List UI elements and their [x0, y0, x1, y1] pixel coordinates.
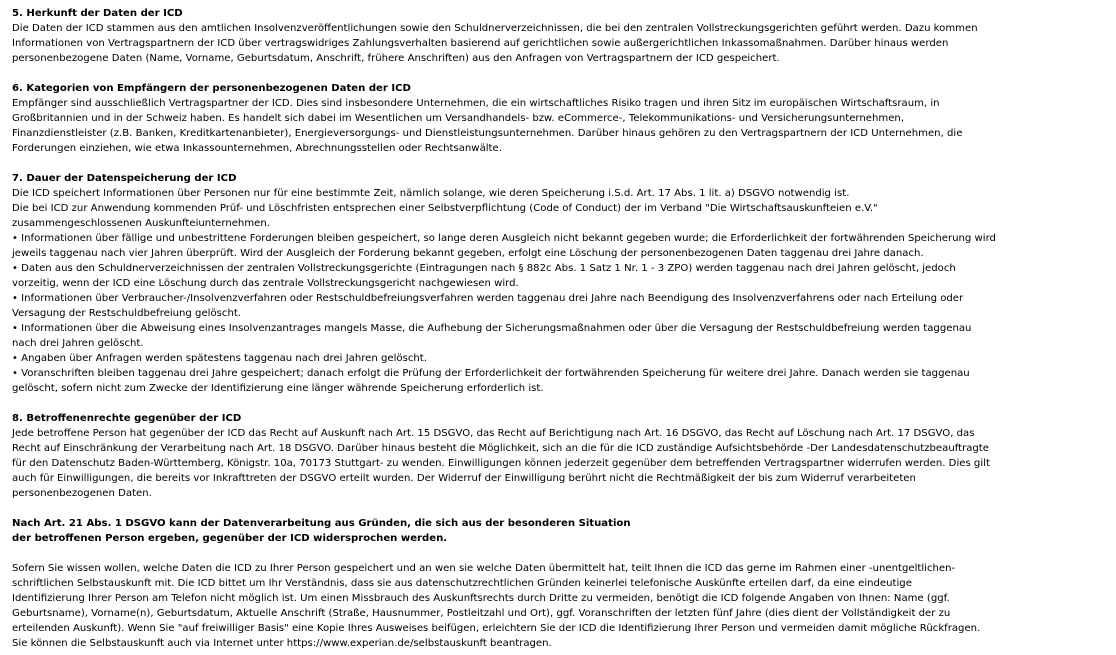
- section-body: [12, 96, 1102, 156]
- section-data-subject-rights: [12, 411, 1102, 501]
- text-line: vorzeitig, wenn der ICD eine Löschung durch das zentrale Vollstreckungsgericht nachgewiesen wird.: [12, 278, 519, 289]
- text-line: der betroffenen Person ergeben, gegenüber der ICD widersprochen werden.: [12, 533, 448, 544]
- section-recipient-categories: [12, 81, 1102, 156]
- bullet-line: • Informationen über die Abweisung eines Insolvenzantrages mangels Masse, die Aufhebung der Sicherungsmaßnahmen oder über die Versagung der Restschuldbefreiung werden taggenau: [12, 323, 972, 334]
- section-body: [12, 426, 1102, 501]
- text-line: zusammengeschlossenen Auskunfteiunternehmen.: [12, 218, 270, 229]
- text-line: schriftlichen Selbstauskunft mit. Die ICD bittet um Ihr Verständnis, dass sie aus datenschutzrechtlichen Gründen keinerlei telefonische Auskünfte erteilen darf, da eine eindeutige: [12, 578, 912, 589]
- text-line: Die bei ICD zur Anwendung kommenden Prüf- und Löschfristen entsprechen einer Selbstverpflichtung (Code of Conduct) der im Verband "Die Wirtschaftsauskunfteien e.V.": [12, 203, 878, 214]
- text-line: Nach Art. 21 Abs. 1 DSGVO kann der Datenverarbeitung aus Gründen, die sich aus der besonderen Situation: [12, 518, 631, 529]
- text-line: Informationen von Vertragspartnern der ICD über vertragswidriges Zahlungsverhalten basierend auf gerichtlichen sowie außergerichtlichen Inkassomaßnahmen. Darüber hinaus werden: [12, 38, 949, 49]
- bullet-line: • Informationen über Verbraucher-/Insolvenzverfahren oder Restschuldbefreiungsverfahren werden taggenau drei Jahre nach Beendigung des Insolvenzverfahrens oder nach Erteilung oder: [12, 293, 964, 304]
- text-line: für den Datenschutz Baden-Württemberg, Königstr. 10a, 70173 Stuttgart- zu wenden. Einwilligungen können jederzeit gegenüber dem betreffenden Vertragspartner widerrufen werden. Dies gilt: [12, 458, 990, 469]
- text-line: Empfänger sind ausschließlich Vertragspartner der ICD. Dies sind insbesondere Unternehmen, die ein wirtschaftliches Risiko tragen und ihren Sitz im europäischen Wirtschaftsraum, in: [12, 98, 940, 109]
- objection-notice: [12, 516, 1102, 546]
- closing-body: [12, 561, 1102, 651]
- text-line: Finanzdienstleister (z.B. Banken, Kreditkartenanbieter), Energieversorgungs- und Dienstleistungsunternehmen. Darüber hinaus gehören zu den Vertragspartnern der ICD Unternehmen, die: [12, 128, 963, 139]
- text-line: Die ICD speichert Informationen über Personen nur für eine bestimmte Zeit, nämlich solange, wie deren Speicherung i.S.d. Art. 17 Abs. 1 lit. a) DSGVO notwendig ist.: [12, 188, 850, 199]
- text-line: Geburtsname), Vorname(n), Geburtsdatum, Aktuelle Anschrift (Straße, Hausnummer, Postleitzahl und Ort), ggf. Voranschriften der letzten fünf Jahre (dies dient der Vollständigkeit der zu: [12, 608, 951, 619]
- bullet-line: • Informationen über fällige und unbestrittene Forderungen bleiben gespeichert, so lange deren Ausgleich nicht bekannt gegeben wurde; die Erforderlichkeit der fortwährenden Speicherung wird: [12, 233, 996, 244]
- bullet-line: • Voranschriften bleiben taggenau drei Jahre gespeichert; danach erfolgt die Prüfung der Erforderlichkeit der fortwährenden Speicherung für weitere drei Jahre. Danach werden sie taggenau: [12, 368, 970, 379]
- text-line: jeweils taggenau nach vier Jahren überprüft. Wird der Ausgleich der Forderung bekannt gegeben, erfolgt eine Löschung der personenbezogenen Daten taggenau drei Jahre danach.: [12, 248, 924, 259]
- section-body: [12, 21, 1102, 66]
- self-disclosure-paragraph: [12, 561, 1102, 651]
- bullet-line: • Angaben über Anfragen werden spätestens taggenau nach drei Jahren gelöscht.: [12, 353, 427, 364]
- text-line: Großbritannien und in der Schweiz haben. Es handelt sich dabei im Wesentlichen um Versandhandels- bzw. eCommerce-, Telekommunikations- und Versicherungsunternehmen,: [12, 113, 905, 124]
- text-line: Jede betroffene Person hat gegenüber der ICD das Recht auf Auskunft nach Art. 15 DSGVO, das Recht auf Berichtigung nach Art. 16 DSGVO, das Recht auf Löschung nach Art. 17 DSGVO, das: [12, 428, 975, 439]
- section-origin-of-data: [12, 6, 1102, 66]
- text-line: Sie können die Selbstauskunft auch via Internet unter https://www.experian.de/selbstauskunft beantragen.: [12, 638, 552, 649]
- text-line: Identifizierung Ihrer Person am Telefon nicht möglich ist. Um einen Missbrauch des Auskunftsrechts durch Dritte zu vermeiden, benötigt die ICD folgende Angaben von Ihnen: Name (ggf.: [12, 593, 950, 604]
- section-heading: 8. Betroffenenrechte gegenüber der ICD: [12, 413, 242, 424]
- text-line: personenbezogenen Daten.: [12, 488, 152, 499]
- section-body: [12, 186, 1102, 396]
- text-line: Die Daten der ICD stammen aus den amtlichen Insolvenzveröffentlichungen sowie den Schuldnerverzeichnissen, die bei den zentralen Vollstreckungsgerichten geführt werden. Dazu kommen: [12, 23, 978, 34]
- text-line: erteilenden Auskunft). Wenn Sie "auf freiwilliger Basis" eine Kopie Ihres Ausweises beifügen, erleichtern Sie der ICD die Identifizierung Ihrer Person und vermeiden damit mögliche Rückfragen.: [12, 623, 981, 634]
- section-heading: 7. Dauer der Datenspeicherung der ICD: [12, 173, 237, 184]
- text-line: gelöscht, sofern nicht zum Zwecke der Identifizierung eine länger währende Speicherung erforderlich ist.: [12, 383, 544, 394]
- section-storage-duration: [12, 171, 1102, 396]
- text-line: Versagung der Restschuldbefreiung gelöscht.: [12, 308, 242, 319]
- objection-body: [12, 516, 1102, 546]
- text-line: Forderungen einziehen, wie etwa Inkassounternehmen, Abrechnungsstellen oder Rechtsanwälte.: [12, 143, 502, 154]
- text-line: Sofern Sie wissen wollen, welche Daten die ICD zu Ihrer Person gespeichert und an wen sie welche Daten übermittelt hat, teilt Ihnen die ICD das gerne im Rahmen einer -unentgeltlichen-: [12, 563, 956, 574]
- text-line: Recht auf Einschränkung der Verarbeitung nach Art. 18 DSGVO. Darüber hinaus besteht die Möglichkeit, sich an die für die ICD zuständige Aufsichtsbehörde -Der Landesdatenschutzbeauftragte: [12, 443, 989, 454]
- text-line: personenbezogene Daten (Name, Vorname, Geburtsdatum, Anschrift, frühere Anschriften) aus den Anfragen von Vertragspartnern der ICD gespeichert.: [12, 53, 780, 64]
- section-heading: 5. Herkunft der Daten der ICD: [12, 8, 183, 19]
- bullet-line: • Daten aus den Schuldnerverzeichnissen der zentralen Vollstreckungsgerichte (Eintragungen nach § 882c Abs. 1 Satz 1 Nr. 1 - 3 ZPO) werden taggenau nach drei Jahren gelöscht, jedoch: [12, 263, 956, 274]
- text-line: nach drei Jahren gelöscht.: [12, 338, 144, 349]
- section-heading: 6. Kategorien von Empfängern der personenbezogenen Daten der ICD: [12, 83, 411, 94]
- text-line: auch für Einwilligungen, die bereits vor Inkrafttreten der DSGVO erteilt wurden. Der Widerruf der Einwilligung berührt nicht die Rechtmäßigkeit der bis zum Widerruf verarbeiteten: [12, 473, 916, 484]
